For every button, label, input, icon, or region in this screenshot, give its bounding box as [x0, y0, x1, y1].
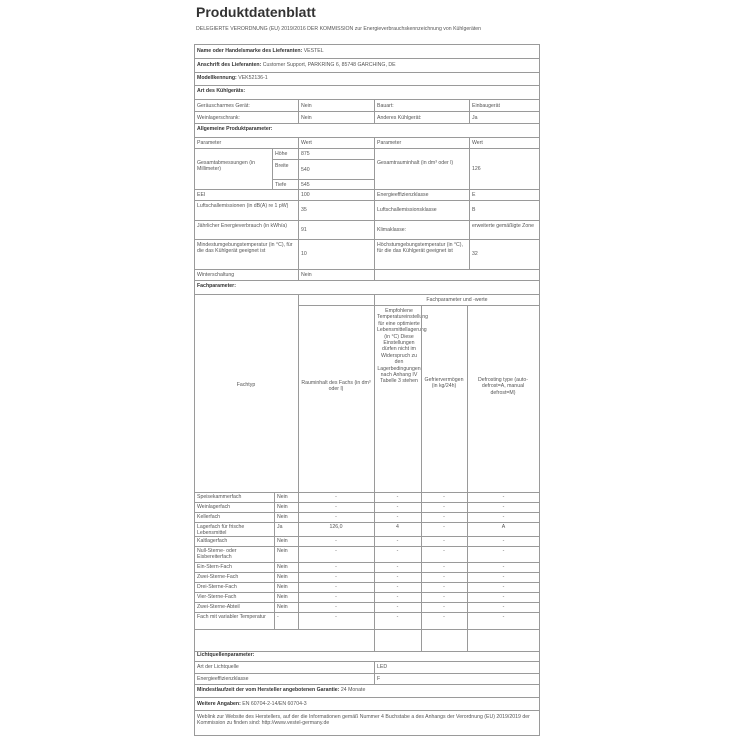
compartment-volume: - [335, 494, 337, 500]
compartment-defrost: A [501, 524, 506, 530]
compartment-present: Nein [277, 594, 288, 600]
compartment-volume: - [335, 514, 337, 520]
regulation-intro: DELEGIERTE VERORDNUNG (EU) 2019/2016 DER KOMMISSION zur Energieverbrauchskennzeichnung von Kühlgeräten [196, 26, 482, 32]
compartment-present: Nein [277, 574, 288, 580]
compartment-freezing: - [443, 538, 445, 544]
general-head-param-2: Parameter [377, 140, 402, 146]
annual-energy-label: Jährlicher Energieverbrauch (in kWh/a) [197, 223, 287, 229]
compartment-freezing: - [443, 604, 445, 610]
compartment-type: Ein-Stern-Fach [197, 564, 232, 570]
compartment-present: Nein [277, 538, 288, 544]
compartment-volume: - [335, 614, 337, 620]
low-noise-label: Geräuscharmes Gerät: [197, 103, 250, 109]
compartment-present: Nein [277, 564, 288, 570]
dimensions-label: Gesamtabmessungen (in Millimeter) [197, 160, 255, 173]
row-divider [194, 582, 540, 583]
compartment-present: Nein [277, 584, 288, 590]
design-label: Bauart: [377, 103, 394, 109]
compartment-defrost: - [502, 604, 505, 610]
noise-value: 35 [301, 207, 307, 213]
row-divider [194, 592, 540, 593]
compartment-type: Lagerfach für frische Lebensmittel [197, 524, 245, 537]
max-temp-label: Höchstumgebungstemperatur (in °C), für die das Kühlgerät geeignet ist [377, 242, 463, 255]
general-head-value-2: Wert [472, 140, 483, 146]
compartment-defrost: - [502, 574, 505, 580]
compartment-defrost: - [502, 614, 505, 620]
supplier-address: Anschrift des Lieferanten: Customer Support, PARKRING 6, 85748 GARCHING, DE [197, 62, 396, 68]
compartment-type: Vier-Sterne-Fach [197, 594, 237, 600]
compartment-volume: - [335, 564, 337, 570]
total-volume-value: 126 [472, 166, 481, 172]
climate-class-label: Klimaklasse: [377, 227, 407, 233]
compartment-present: Nein [277, 494, 288, 500]
eei-value: 100 [301, 192, 310, 198]
compartments-group-header: Fachparameter und -werte [426, 297, 488, 303]
row-divider [194, 502, 540, 503]
col-temperature: Empfohlene Temperatureinstellung für eine optimierte Lebensmittellagerung (in °C) Diese Einstellungen dürfen nicht im Widerspruch zu den Lagerbedingungen nach Anhang IV Tabelle 3 stehen [377, 308, 429, 385]
col-freezing-capacity: Gefriervermögen (in kg/24h) [424, 377, 464, 390]
compartment-freezing: - [443, 584, 445, 590]
winter-switch-value: Nein [301, 272, 312, 278]
row-divider [194, 602, 540, 603]
compartment-temperature: - [396, 614, 399, 620]
compartment-type: Zwei-Sterne-Fach [197, 574, 239, 580]
dim-height-label: Höhe [275, 151, 288, 157]
dim-depth-label: Tiefe [275, 182, 287, 188]
col-compartment-type: Fachtyp [236, 382, 256, 388]
general-params-heading: Allgemeine Produktparameter: [197, 126, 273, 132]
row-divider [194, 562, 540, 563]
design-value: Einbaugerät [472, 103, 500, 109]
compartment-volume: - [335, 504, 337, 510]
eei-label: EEI [197, 192, 206, 198]
compartment-freezing: - [443, 614, 445, 620]
annual-energy-value: 91 [301, 227, 307, 233]
max-temp-value: 32 [472, 251, 478, 257]
noise-label: Luftschallemissionen (in dB(A) re 1 pW) [197, 203, 289, 209]
compartment-type: Weinlagerfach [197, 504, 231, 510]
col-volume: Rauminhalt des Fachs (in dm³ oder l) [301, 380, 371, 393]
compartment-temperature: - [396, 494, 399, 500]
energy-class-label: Energieeffizienzklasse [377, 192, 429, 198]
compartment-freezing: - [443, 548, 445, 554]
compartment-type: Fach mit variabler Temperatur [197, 614, 266, 620]
compartment-type: Drei-Sterne-Fach [197, 584, 237, 590]
column-divider [298, 492, 299, 629]
compartment-type: Speisekammerfach [197, 494, 242, 500]
light-class-label: Energieeffizienzklasse [197, 676, 249, 682]
compartment-freezing: - [443, 524, 445, 530]
compartment-freezing: - [443, 594, 445, 600]
compartment-present: Ja [277, 524, 283, 530]
light-class-value: F [377, 676, 381, 682]
compartment-volume: - [335, 538, 337, 544]
energy-class-value: E [472, 192, 476, 198]
general-head-value-1: Wert [301, 140, 312, 146]
supplier-brand: Name oder Handelsmarke des Lieferanten: VESTEL [197, 48, 324, 54]
dim-height-value: 875 [301, 151, 310, 157]
row-divider [194, 546, 540, 547]
compartment-present: Nein [277, 504, 288, 510]
additional-info: Weitere Angaben: EN 60704-2-14/EN 60704-3 [197, 701, 307, 707]
compartment-temperature: - [396, 594, 399, 600]
light-type-value: LED [377, 664, 388, 670]
compartment-volume: - [335, 574, 337, 580]
low-noise-value: Nein [301, 103, 312, 109]
compartment-present: Nein [277, 548, 288, 554]
row-divider [194, 536, 540, 537]
noise-class-label: Luftschallemissionsklasse [377, 207, 437, 213]
climate-class-value: erweiterte gemäßigte Zone [472, 223, 534, 229]
compartment-volume: - [335, 584, 337, 590]
column-divider [274, 492, 275, 629]
row-divider [194, 572, 540, 573]
compartment-volume: - [335, 548, 337, 554]
compartment-temperature: - [396, 538, 399, 544]
compartment-type: Kellerfach [197, 514, 221, 520]
min-temp-label: Mindestumgebungstemperatur (in °C), für die das Kühlgerät geeignet ist [197, 242, 293, 255]
noise-class-value: B [472, 207, 476, 213]
other-appliance-label: Anderes Kühlgerät: [377, 115, 422, 121]
compartments-heading: Fachparameter: [197, 283, 236, 289]
compartment-freezing: - [443, 494, 445, 500]
winter-switch-label: Winterschaltung [197, 272, 235, 278]
other-appliance-value: Ja [472, 115, 478, 121]
compartment-volume: 126,0 [329, 524, 343, 530]
compartment-defrost: - [502, 494, 505, 500]
compartment-defrost: - [502, 514, 505, 520]
compartment-volume: - [335, 594, 337, 600]
compartment-present: Nein [277, 514, 288, 520]
compartment-present: Nein [277, 604, 288, 610]
compartment-freezing: - [443, 574, 445, 580]
compartment-temperature: - [396, 548, 399, 554]
compartment-defrost: - [502, 538, 505, 544]
appliance-type-heading: Art des Kühlgeräts: [197, 88, 246, 94]
compartment-temperature: - [396, 504, 399, 510]
dim-width-value: 540 [301, 167, 310, 173]
compartment-defrost: - [502, 504, 505, 510]
min-temp-value: 10 [301, 251, 307, 257]
compartment-present: - [277, 614, 279, 620]
product-data-sheet [191, 0, 545, 736]
compartment-temperature: - [396, 584, 399, 590]
page-title: Produktdatenblatt [196, 4, 316, 20]
light-heading: Lichtquellenparameter: [197, 652, 255, 658]
compartment-temperature: - [396, 574, 399, 580]
dim-depth-value: 545 [301, 182, 310, 188]
col-defrost-type: Defrosting type (auto-defrost=A, manual defrost=M) [478, 377, 528, 396]
compartment-defrost: - [502, 548, 505, 554]
row-divider [194, 512, 540, 513]
compartment-defrost: - [502, 564, 505, 570]
model-identifier: Modellkennung: VEK52136-1 [197, 75, 268, 81]
row-divider [194, 629, 540, 630]
compartment-type: Null-Sterne- oder Eisbereiterfach [197, 548, 237, 561]
wine-storage-value: Nein [301, 115, 312, 121]
compartment-defrost: - [502, 594, 505, 600]
row-divider [194, 612, 540, 613]
compartment-freezing: - [443, 514, 445, 520]
dim-width-label: Breite [275, 163, 289, 169]
compartment-temperature: 4 [396, 524, 399, 530]
compartment-volume: - [335, 604, 337, 610]
compartment-freezing: - [443, 564, 445, 570]
general-head-param-1: Parameter [197, 140, 222, 146]
total-volume-label: Gesamtrauminhalt (in dm³ oder l) [377, 160, 454, 166]
row-divider [194, 522, 540, 523]
wine-storage-label: Weinlagerschrank: [197, 115, 240, 121]
compartment-defrost: - [502, 584, 505, 590]
compartment-temperature: - [396, 564, 399, 570]
compartment-temperature: - [396, 604, 399, 610]
compartment-temperature: - [396, 514, 399, 520]
manufacturer-weblink: Weblink zur Website des Herstellers, auf der die Informationen gemäß Nummer 4 Buchstabe a des Anhangs der Verordnung (EU) 2019/2019 der Kommission zu finden sind: http://www.vestel-germany.de [197, 714, 530, 727]
compartment-type: Kaltlagerfach [197, 538, 228, 544]
warranty: Mindestlaufzeit der vom Hersteller angebotenen Garantie: 24 Monate [197, 687, 366, 693]
compartment-freezing: - [443, 504, 445, 510]
compartment-type: Zwei-Sterne-Abteil [197, 604, 240, 610]
light-type-label: Art der Lichtquelle [197, 664, 239, 670]
